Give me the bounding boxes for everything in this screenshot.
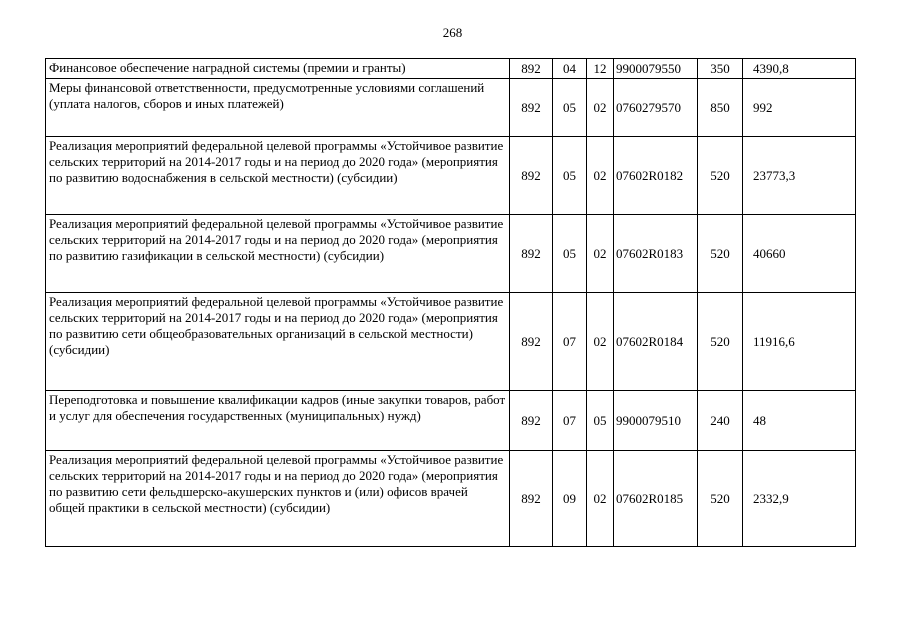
row-target-code: 07602R0185 xyxy=(614,451,698,547)
row-amount: 23773,3 xyxy=(743,137,856,215)
row-subsection: 02 xyxy=(587,137,614,215)
row-amount: 992 xyxy=(743,79,856,137)
row-name: Реализация мероприятий федеральной целевой программы «Устойчивое развитие сельских территорий на 2014-2017 годы и на период до 2020 года» (мероприятия по развитию сети общеобразовательных организаций в сельской местности) (субсидии) xyxy=(46,293,510,391)
row-grbs: 892 xyxy=(510,79,553,137)
row-grbs: 892 xyxy=(510,451,553,547)
row-section: 05 xyxy=(553,137,587,215)
row-expense-type: 850 xyxy=(698,79,743,137)
row-grbs: 892 xyxy=(510,391,553,451)
row-expense-type: 520 xyxy=(698,293,743,391)
row-grbs: 892 xyxy=(510,137,553,215)
row-name: Финансовое обеспечение наградной системы (премии и гранты) xyxy=(46,59,510,79)
row-section: 05 xyxy=(553,79,587,137)
table-row xyxy=(46,79,856,137)
table-row xyxy=(46,215,856,293)
table-row xyxy=(46,137,856,215)
row-amount: 4390,8 xyxy=(743,59,856,79)
row-target-code: 07602R0184 xyxy=(614,293,698,391)
row-expense-type: 520 xyxy=(698,451,743,547)
row-target-code: 0760279570 xyxy=(614,79,698,137)
row-section: 07 xyxy=(553,293,587,391)
row-section: 09 xyxy=(553,451,587,547)
row-amount: 48 xyxy=(743,391,856,451)
row-expense-type: 350 xyxy=(698,59,743,79)
row-grbs: 892 xyxy=(510,59,553,79)
row-name: Меры финансовой ответственности, предусмотренные условиями соглашений (уплата налогов, сборов и иных платежей) xyxy=(46,79,510,137)
row-subsection: 02 xyxy=(587,293,614,391)
row-grbs: 892 xyxy=(510,293,553,391)
row-target-code: 9900079510 xyxy=(614,391,698,451)
table-row xyxy=(46,391,856,451)
table-row xyxy=(46,59,856,79)
row-target-code: 9900079550 xyxy=(614,59,698,79)
row-name: Реализация мероприятий федеральной целевой программы «Устойчивое развитие сельских территорий на 2014-2017 годы и на период до 2020 года» (мероприятия по развитию газификации в сельской местности) (субсидии) xyxy=(46,215,510,293)
row-amount: 11916,6 xyxy=(743,293,856,391)
row-name: Реализация мероприятий федеральной целевой программы «Устойчивое развитие сельских территорий на 2014-2017 годы и на период до 2020 года» (мероприятия по развитию водоснабжения в сельской местности) (субсидии) xyxy=(46,137,510,215)
row-amount: 2332,9 xyxy=(743,451,856,547)
row-amount: 40660 xyxy=(743,215,856,293)
row-subsection: 02 xyxy=(587,79,614,137)
page-number: 268 xyxy=(442,25,463,40)
row-subsection: 02 xyxy=(587,451,614,547)
table-row xyxy=(46,293,856,391)
row-subsection: 02 xyxy=(587,215,614,293)
row-name: Реализация мероприятий федеральной целевой программы «Устойчивое развитие сельских территорий на 2014-2017 годы и на период до 2020 года» (мероприятия по развитию сети фельдшерско-акушерских пунктов и (или) офисов врачей общей практики в сельской местности) (субсидии) xyxy=(46,451,510,547)
row-expense-type: 240 xyxy=(698,391,743,451)
budget-table xyxy=(45,58,856,547)
row-section: 04 xyxy=(553,59,587,79)
row-subsection: 12 xyxy=(587,59,614,79)
row-name: Переподготовка и повышение квалификации кадров (иные закупки товаров, работ и услуг для обеспечения государственных (муниципальных) нужд) xyxy=(46,391,510,451)
row-section: 07 xyxy=(553,391,587,451)
row-section: 05 xyxy=(553,215,587,293)
row-expense-type: 520 xyxy=(698,137,743,215)
row-target-code: 07602R0182 xyxy=(614,137,698,215)
row-target-code: 07602R0183 xyxy=(614,215,698,293)
row-grbs: 892 xyxy=(510,215,553,293)
row-expense-type: 520 xyxy=(698,215,743,293)
table-row xyxy=(46,451,856,547)
row-subsection: 05 xyxy=(587,391,614,451)
